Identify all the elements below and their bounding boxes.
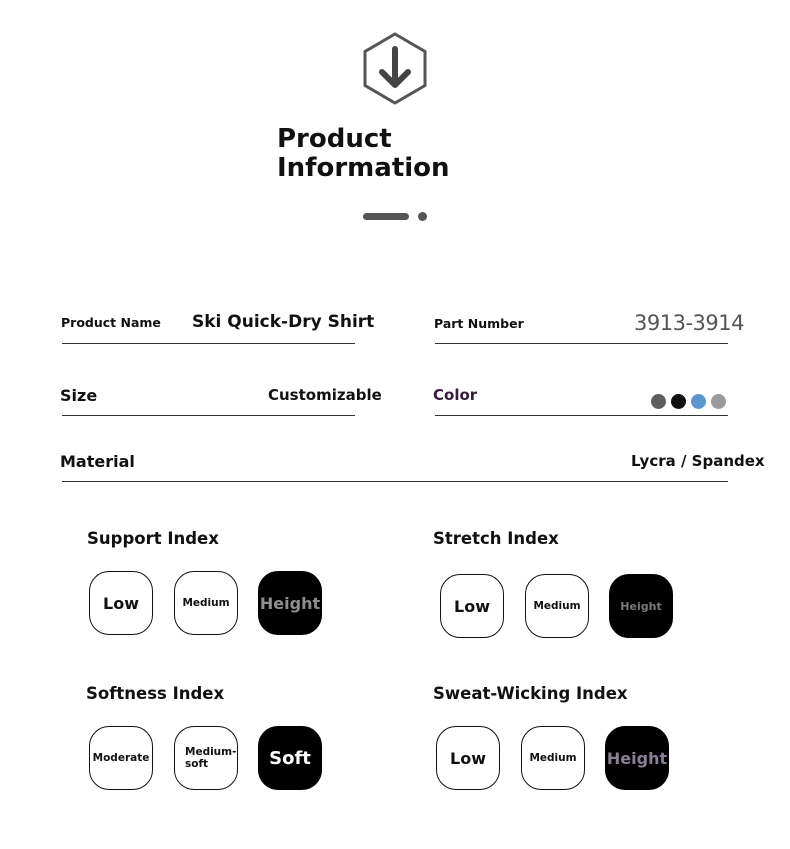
divider (435, 343, 728, 344)
decorative-dash (363, 213, 409, 220)
decorative-dot (418, 212, 427, 221)
support-medium-option[interactable]: Medium (174, 571, 238, 635)
stretch-height-option[interactable]: Height (609, 574, 673, 638)
color-swatch[interactable] (651, 394, 666, 409)
page-title (277, 125, 517, 183)
color-label: Color (433, 386, 478, 404)
sweat-medium-option[interactable]: Medium (521, 726, 585, 790)
color-swatches (651, 394, 726, 409)
product-name-label: Product Name (61, 315, 161, 330)
material-label: Material (60, 452, 135, 471)
divider (62, 481, 728, 482)
softness-medium-soft-option[interactable]: Medium- soft (174, 726, 238, 790)
color-swatch[interactable] (711, 394, 726, 409)
support-low-option[interactable]: Low (89, 571, 153, 635)
part-number-value: 3913-3914 (634, 311, 744, 335)
download-hexagon-icon (362, 32, 428, 105)
color-swatch[interactable] (671, 394, 686, 409)
product-name-value: Ski Quick-Dry Shirt (192, 312, 375, 332)
material-value: Lycra / Spandex (631, 452, 765, 470)
sweat-height-option[interactable]: Height (605, 726, 669, 790)
support-index-title: Support Index (87, 529, 219, 548)
divider (435, 415, 728, 416)
softness-moderate-option[interactable]: Moderate (89, 726, 153, 790)
part-number-label: Part Number (434, 316, 524, 331)
sweat-wicking-index-title: Sweat-Wicking Index (433, 684, 628, 703)
divider (62, 415, 355, 416)
page-title-line1: Product (277, 124, 392, 154)
size-value: Customizable (268, 386, 382, 404)
sweat-low-option[interactable]: Low (436, 726, 500, 790)
size-label: Size (60, 386, 98, 405)
softness-index-title: Softness Index (86, 684, 225, 703)
stretch-medium-option[interactable]: Medium (525, 574, 589, 638)
color-swatch[interactable] (691, 394, 706, 409)
softness-soft-option[interactable]: Soft (258, 726, 322, 790)
stretch-low-option[interactable]: Low (440, 574, 504, 638)
support-height-option[interactable]: Height (258, 571, 322, 635)
divider (62, 343, 355, 344)
stretch-index-title: Stretch Index (433, 529, 559, 548)
page-title-line2: Information (277, 153, 450, 183)
